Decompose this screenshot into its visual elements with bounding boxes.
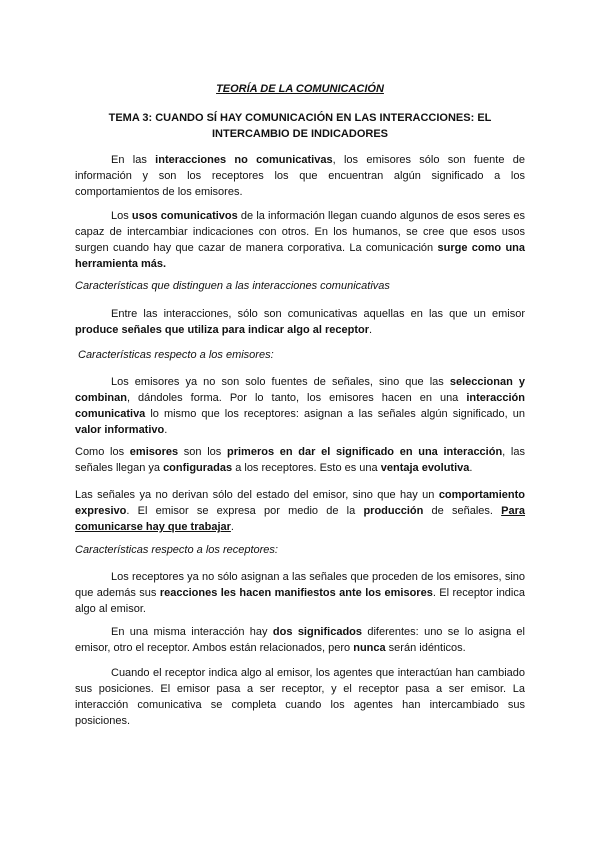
text: Los emisores ya no son solo fuentes de señales, sino que las <box>111 376 450 388</box>
bold-text: primeros en dar el significado en una interacción <box>226 446 503 458</box>
paragraph-5 <box>75 444 525 476</box>
text: . El emisor se expresa por medio de la <box>126 505 364 517</box>
text: , los emisores sólo son fuente de información y son los receptores los que encuentran algún significado a los comportamientos de los emisores. <box>75 154 525 198</box>
text: En las <box>111 154 156 166</box>
bold-text: surge como una herramienta más. <box>75 242 526 270</box>
section-heading-receivers: Características respecto a los receptores: <box>75 544 278 556</box>
text: , las señales llegan ya <box>75 446 525 474</box>
bold-text: interacción comunicativa <box>75 392 525 420</box>
paragraph-2 <box>75 208 525 272</box>
document-subtitle: TEMA 3: CUANDO SÍ HAY COMUNICACIÓN EN LAS INTERACCIONES: EL INTERCAMBIO DE INDICADORES <box>108 112 492 140</box>
paragraph-3 <box>75 306 525 338</box>
paragraph-8 <box>75 624 525 656</box>
bold-text: dos significados <box>272 626 362 638</box>
document-title: TEORÍA DE LA COMUNICACIÓN <box>216 83 384 95</box>
paragraph-6 <box>75 487 525 535</box>
text: . <box>164 424 168 436</box>
paragraph-4 <box>75 374 525 438</box>
text: son los <box>178 446 227 458</box>
bold-text: configuradas <box>163 462 233 474</box>
text: serán idénticos. <box>385 642 466 654</box>
bold-text: nunca <box>353 642 386 654</box>
text: Como los <box>75 446 130 458</box>
text: , dándoles forma. Por lo tanto, los emisores hacen en una <box>126 392 467 404</box>
paragraph-7 <box>75 569 525 617</box>
bold-text: usos comunicativos <box>131 210 238 222</box>
text: de señales. <box>423 505 502 517</box>
bold-text: reacciones les hacen manifiestos ante los emisores <box>159 587 433 599</box>
paragraph-1 <box>75 152 525 200</box>
bold-text: producción <box>363 505 424 517</box>
bold-text: comportamiento expresivo <box>75 489 525 517</box>
bold-text: produce señales que utiliza para indicar algo al receptor <box>75 324 370 336</box>
text: Entre las interacciones, sólo son comunicativas aquellas en las que un emisor <box>111 308 525 320</box>
text: En una misma interacción hay <box>111 626 273 638</box>
text: lo mismo que los receptores: asignan a las señales algún significado, un <box>145 408 525 420</box>
text: Los <box>111 210 132 222</box>
underlined-bold-text: Para comunicarse hay que trabajar <box>75 505 525 533</box>
text: Las señales ya no derivan sólo del estado del emisor, sino que hay un <box>75 489 439 501</box>
text: . <box>469 462 473 474</box>
paragraph-9: Cuando el receptor indica algo al emisor, los agentes que interactúan han cambiado sus posiciones. El emisor pasa a ser receptor, y el receptor pasa a ser emisor. La interacción comunicativa se completa cuando los agentes han intercambiado sus posiciones. <box>75 667 525 727</box>
bold-text: valor informativo <box>75 424 165 436</box>
text: a los receptores. Esto es una <box>232 462 381 474</box>
text: . <box>369 324 373 336</box>
text: . El receptor indica algo al emisor. <box>75 587 525 615</box>
section-heading-emitters: Características respecto a los emisores: <box>78 349 274 361</box>
text: diferentes: uno se lo asigna el emisor, otro el receptor. Ambos están relacionados, pero <box>75 626 525 654</box>
bold-text: emisores <box>129 446 179 458</box>
bold-text: ventaja evolutiva <box>380 462 470 474</box>
bold-text: seleccionan y combinan <box>75 376 525 404</box>
text: de la información llegan cuando algunos de esos seres es capaz de intercambiar indicaciones con otros. En los humanos, se cree que esos usos surgen cuando hay que cazar de manera corporativa. La comunicación <box>75 210 525 254</box>
text: Los receptores ya no sólo asignan a las señales que proceden de los emisores, sino que además sus <box>75 571 525 599</box>
text: . <box>230 521 234 533</box>
section-heading-interactions: Características que distinguen a las interacciones comunicativas <box>75 280 390 292</box>
bold-text: interacciones no comunicativas <box>155 154 333 166</box>
